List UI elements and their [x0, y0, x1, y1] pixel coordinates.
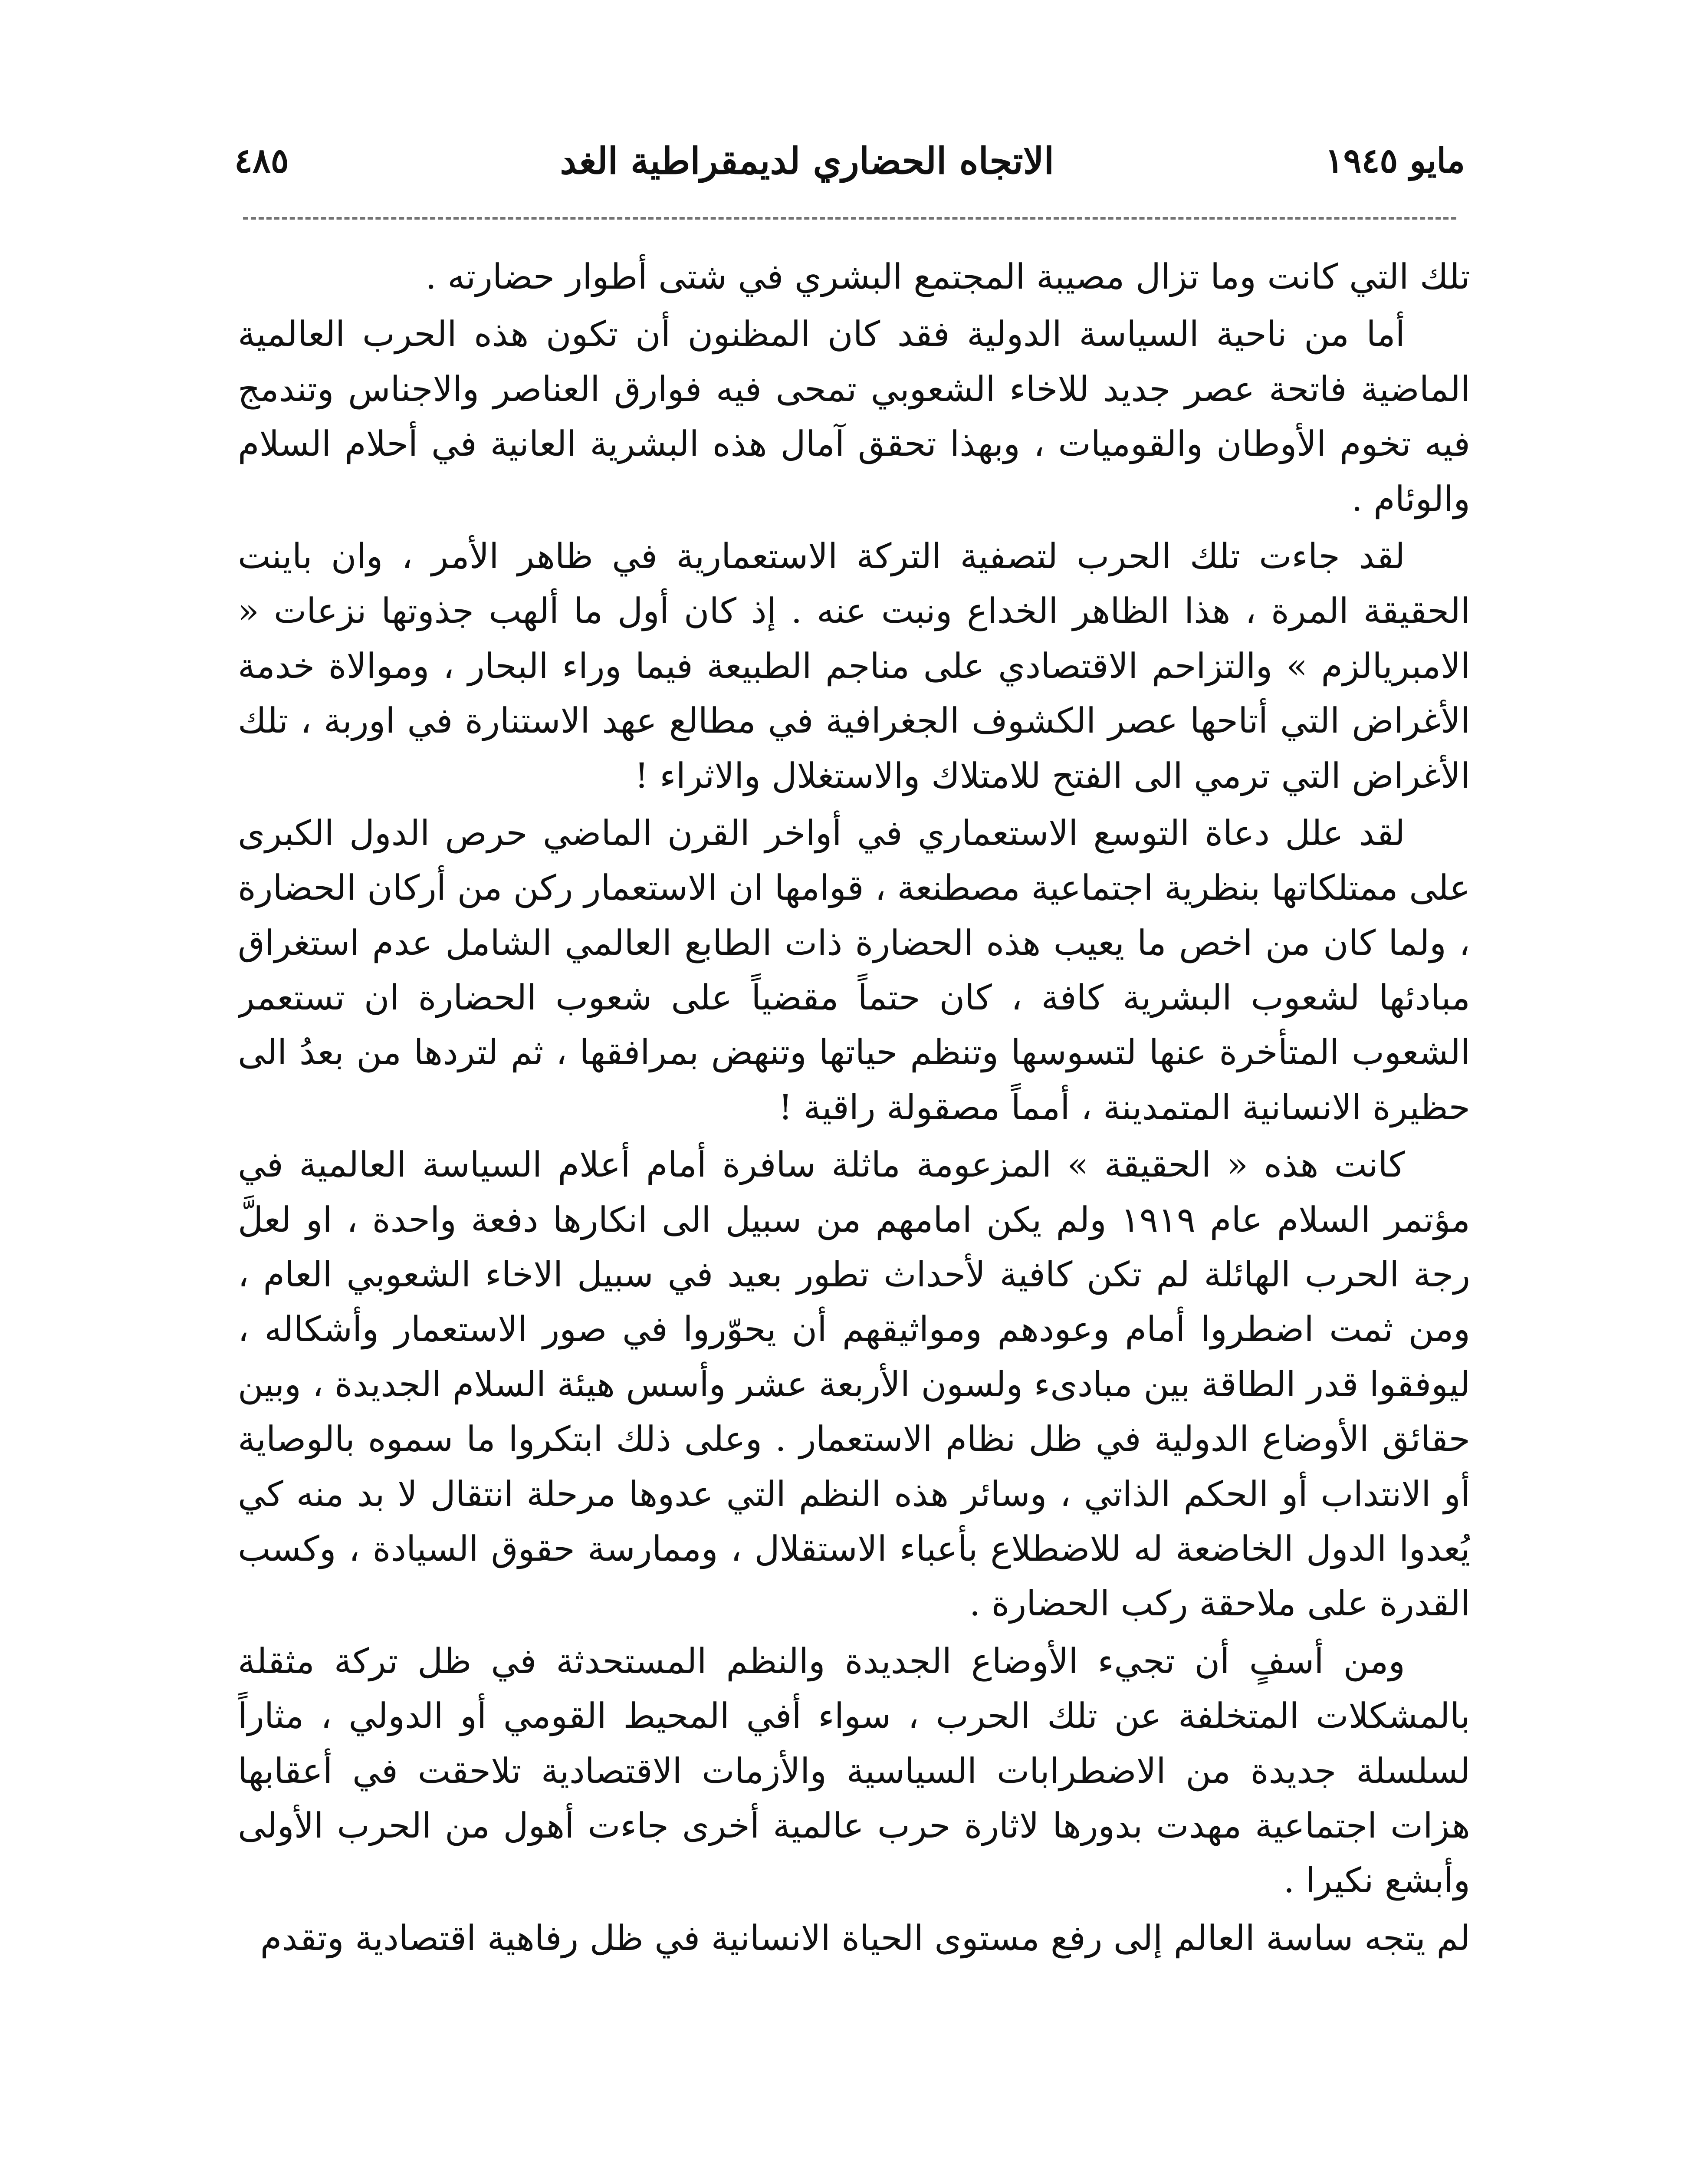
paragraph-4: لقد علل دعاة التوسع الاستعماري في أواخر القرن الماضي حرص الدول الكبرى على ممتلكاتها بنظرية اجتماعية مصطنعة ، قوامها ان الاستعمار ركن من أركان الحضارة ، ولما كان من اخص ما يعيب هذه الحضارة ذات الطابع العالمي الشامل عدم استغراق مبادئها لشعوب البشرية كافة ، كان حتماً مقضياً على شعوب الحضارة ان تستعمر الشعوب المتأخرة عنها لتسوسها وتنظم حياتها وتنهض بمرافقها ، ثم لتردها من بعدُ الى حظيرة الانسانية المتمدينة ، أمماً مصقولة راقية ! [238, 812, 1470, 1128]
paragraph-1: تلك التي كانت وما تزال مصيبة المجتمع البشري في شتى أطوار حضارته . [425, 256, 1470, 297]
header-divider [243, 217, 1456, 220]
paragraph-2: أما من ناحية السياسة الدولية فقد كان المظنون أن تكون هذه الحرب العالمية الماضية فاتحة عصر جديد للاخاء الشعوبي تمحى فيه فوارق العناصر والاجناس وتندمج فيه تخوم الأوطان والقوميات ، وبهذا تحقق آمال هذه البشرية العانية في أحلام السلام والوئام . [238, 314, 1470, 519]
paragraph-6: ومن أسفٍ أن تجيء الأوضاع الجديدة والنظم المستحدثة في ظل تركة مثقلة بالمشكلات المتخلفة عن تلك الحرب ، سواء أفي المحيط القومي أو الدولي ، مثاراً لسلسلة جديدة من الاضطرابات السياسية والأزمات الاقتصادية تلاحقت في أعقابها هزات اجتماعية مهدت بدورها لاثارة حرب عالمية أخرى جاءت أهول من الحرب الأولى وأبشع نكيرا . [238, 1641, 1470, 1901]
paragraph-3: لقد جاءت تلك الحرب لتصفية التركة الاستعمارية في ظاهر الأمر ، وان باينت الحقيقة المرة ، هذا الظاهر الخداع ونبت عنه . إذ كان أول ما ألهب جذوتها نزعات « الامبريالزم » والتزاحم الاقتصادي على مناجم الطبيعة فيما وراء البحار ، وموالاة خدمة الأغراض التي أتاحها عصر الكشوف الجغرافية في مطالع عهد الاستنارة في اوربة ، تلك الأغراض التي ترمي الى الفتح للامتلاك والاستغلال والاثراء ! [238, 536, 1470, 796]
page-header [234, 130, 1465, 191]
paragraph-7: لم يتجه ساسة العالم إلى رفع مستوى الحياة الانسانية في ظل رفاهية اقتصادية وتقدم [260, 1917, 1470, 1958]
header-page-number: ٤٨٥ [234, 141, 289, 181]
header-date: مايو ١٩٤٥ [1325, 141, 1465, 181]
paragraph-5: كانت هذه « الحقيقة » المزعومة ماثلة سافرة أمام أعلام السياسة العالمية في مؤتمر السلام عام ١٩١٩ ولم يكن امامهم من سبيل الى انكارها دفعة واحدة ، او لعلَّ رجة الحرب الهائلة لم تكن كافية لأحداث تطور بعيد في سبيل الاخاء الشعوبي العام ، ومن ثمت اضطروا أمام وعودهم ومواثيقهم أن يحوّروا في صور الاستعمار وأشكاله ، ليوفقوا قدر الطاقة بين مبادىء ولسون الأربعة عشر وأسس هيئة السلام الجديدة ، وبين حقائق الأوضاع الدولية في ظل نظام الاستعمار . وعلى ذلك ابتكروا ما سموه بالوصاية أو الانتداب أو الحكم الذاتي ، وسائر هذه النظم التي عدوها مرحلة انتقال لا بد منه كي يُعدوا الدول الخاضعة له للاضطلاع بأعباء الاستقلال ، وممارسة حقوق السيادة ، وكسب القدرة على ملاحقة ركب الحضارة . [238, 1144, 1470, 1624]
article-body [238, 250, 1470, 2150]
header-title: الاتجاه الحضاري لديمقراطية الغد [560, 139, 1054, 182]
